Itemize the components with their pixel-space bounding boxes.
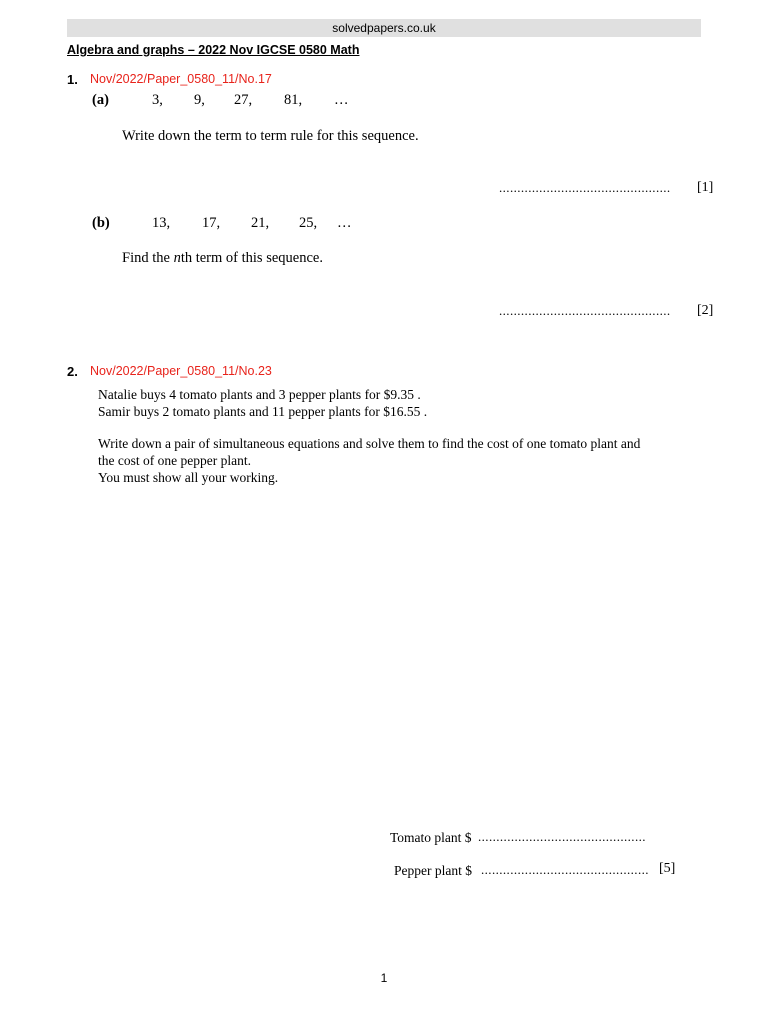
sequence-a-term: 9, [194, 92, 205, 108]
pepper-plant-answer-line[interactable]: .............................................. [481, 862, 649, 877]
sequence-b-term: … [337, 215, 352, 231]
question-2-number: 2. [67, 364, 78, 379]
sequence-a-term: 27, [234, 92, 253, 108]
sequence-a-term: … [334, 92, 349, 108]
question-1-reference: Nov/2022/Paper_0580_11/No.17 [90, 72, 272, 86]
marks-2: [5] [659, 861, 676, 876]
question-2-line: Samir buys 2 tomato plants and 11 pepper plants for $16.55 . [98, 404, 428, 419]
question-2-line: Natalie buys 4 tomato plants and 3 pepper plants for $9.35 . [98, 387, 421, 402]
sequence-a-term: 3, [152, 92, 163, 108]
sequence-b-term: 17, [202, 215, 221, 231]
page-number: 1 [380, 971, 388, 985]
sequence-b-term: 21, [251, 215, 270, 231]
question-2-instruction: Write down a pair of simultaneous equations and solve them to find the cost of one tomato plant and [98, 436, 641, 451]
question-2-instruction: the cost of one pepper plant. [98, 453, 251, 468]
sequence-a-term: 81, [284, 92, 303, 108]
marks-1a: [1] [697, 180, 714, 195]
tomato-plant-answer-line[interactable]: .............................................. [478, 829, 646, 844]
marks-1b: [2] [697, 303, 714, 318]
sequence-b-term: 13, [152, 215, 171, 231]
question-1-number: 1. [67, 72, 78, 87]
question-2-instruction: You must show all your working. [98, 470, 279, 485]
sequence-b-term: 25, [299, 215, 318, 231]
question-1b-instruction: Find the nth term of this sequence. [122, 250, 323, 266]
question-1a-instruction: Write down the term to term rule for this sequence. [122, 128, 419, 144]
site-header: solvedpapers.co.uk [67, 19, 701, 37]
tomato-plant-label: Tomato plant $ [390, 830, 472, 845]
question-2-reference: Nov/2022/Paper_0580_11/No.23 [90, 364, 272, 378]
answer-line-1b[interactable]: ............................................... [499, 303, 671, 318]
pepper-plant-label: Pepper plant $ [394, 863, 472, 878]
document-title: Algebra and graphs – 2022 Nov IGCSE 0580 Math [67, 43, 360, 57]
question-1b-label: (b) [92, 215, 110, 231]
answer-line-1a[interactable]: ............................................... [499, 180, 671, 195]
question-1a-label: (a) [92, 92, 109, 108]
